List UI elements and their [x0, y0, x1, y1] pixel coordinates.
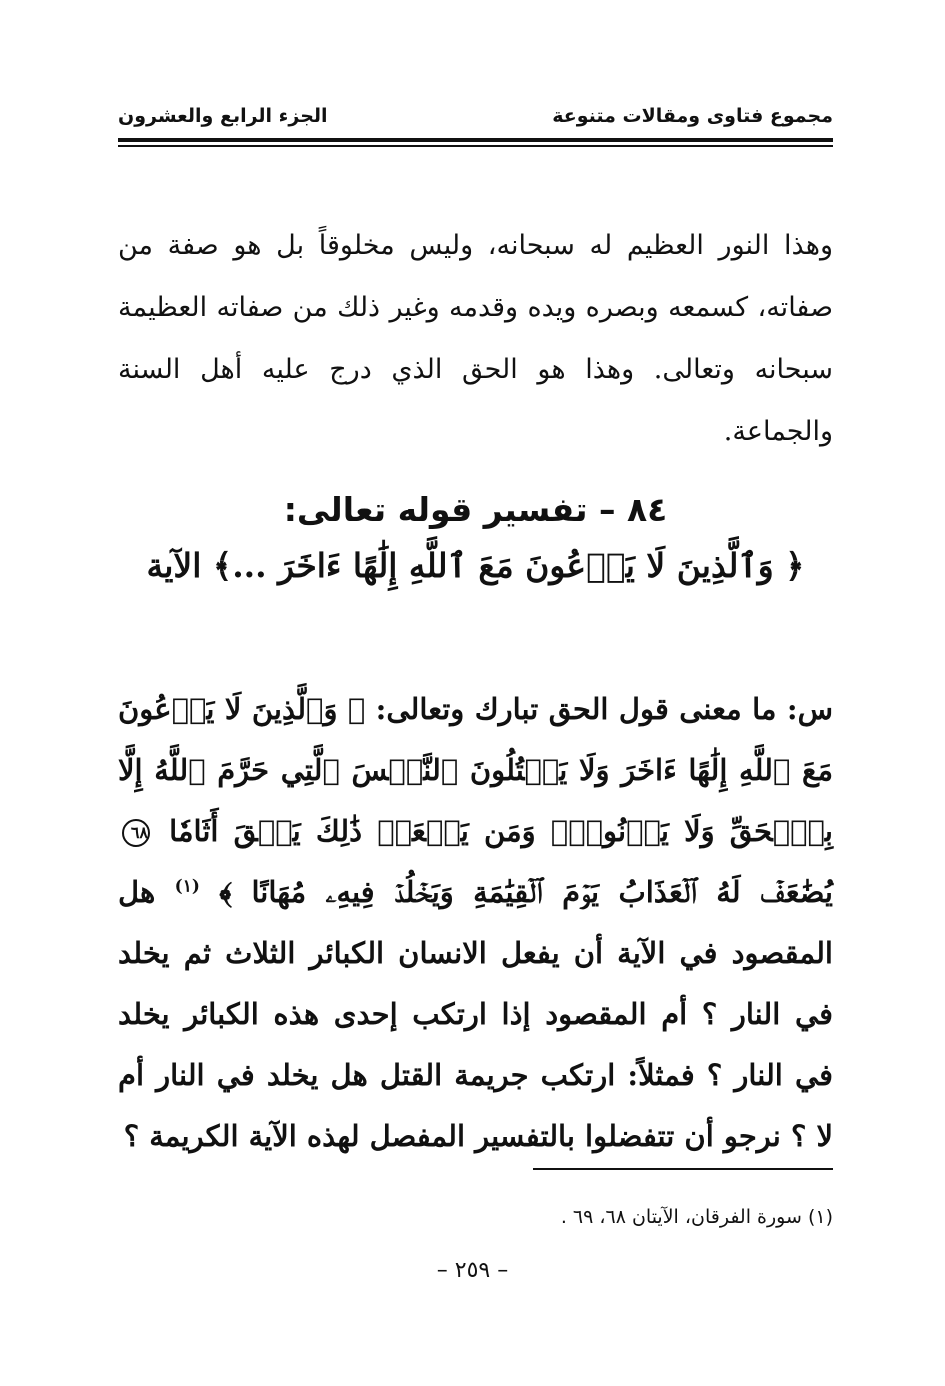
section-title: ٨٤ – تفسير قوله تعالى:	[283, 490, 668, 529]
footnote-rule	[533, 1168, 833, 1170]
page-number: – ٢٥٩ –	[436, 1258, 509, 1283]
footnote: (١) سورة الفرقان، الآيتان ٦٨، ٦٩ .	[560, 1206, 833, 1228]
question-text-part2: يُضَٰعَفۡ لَهُ ٱلۡعَذَابُ يَوۡمَ ٱلۡقِيَٰمَةِ وَيَخۡلُدۡ فِيهِۦ مُهَانًا ﴾	[219, 875, 833, 909]
header-volume: الجزء الرابع والعشرون	[118, 105, 328, 127]
running-header	[118, 98, 833, 134]
question-paragraph	[118, 679, 833, 1167]
header-rule-thin	[118, 145, 833, 147]
intro-paragraph: وهذا النور العظيم له سبحانه، وليس مخلوقاً بل هو صفة من صفاته، كسمعه وبصره ويده وقدمه وغير ذلك من صفاته العظيمة سبحانه وتعالى. وهذا هو الحق الذي درج عليه أهل السنة والجماعة.	[118, 230, 834, 447]
header-book-title: مجموع فتاوى ومقالات متنوعة	[552, 105, 833, 127]
question-text-part3: هل المقصود في الآية أن يفعل الانسان الكبائر الثلاث ثم يخلد في النار ؟ أم المقصود إذا ارتكب إحدى هذه الكبائر يخلد في النار ؟ فمثلاً: ارتكب جريمة القتل هل يخلد في النار أم لا ؟ نرجو أن تتفضلوا بالتفسير المفصل لهذه الآية الكريمة ؟	[118, 875, 833, 1153]
section-verse-line: ﴿ وَٱلَّذِينَ لَا يَدۡعُونَ مَعَ ٱللَّهِ إِلَٰهًا ءَاخَرَ ...﴾ الآية	[146, 546, 805, 585]
header-rule-thick	[118, 138, 833, 142]
footnote-reference: (١)	[174, 876, 200, 897]
section-heading	[118, 482, 833, 594]
question-text-part1: س: ما معنى قول الحق تبارك وتعالى: ﴿ وَٱلَّذِينَ لَا يَدۡعُونَ مَعَ ٱللَّهِ إِلَٰهًا ءَاخَرَ وَلَا يَقۡتُلُونَ ٱلنَّفۡسَ ٱلَّتِي حَرَّمَ ٱللَّهُ إِلَّا بِٱلۡحَقِّ وَلَا يَزۡنُونَۚ وَمَن يَفۡعَلۡ ذَٰلِكَ يَلۡقَ أَثَامٗا	[118, 692, 833, 848]
ayah-number-marker: ٦٨	[122, 819, 150, 847]
